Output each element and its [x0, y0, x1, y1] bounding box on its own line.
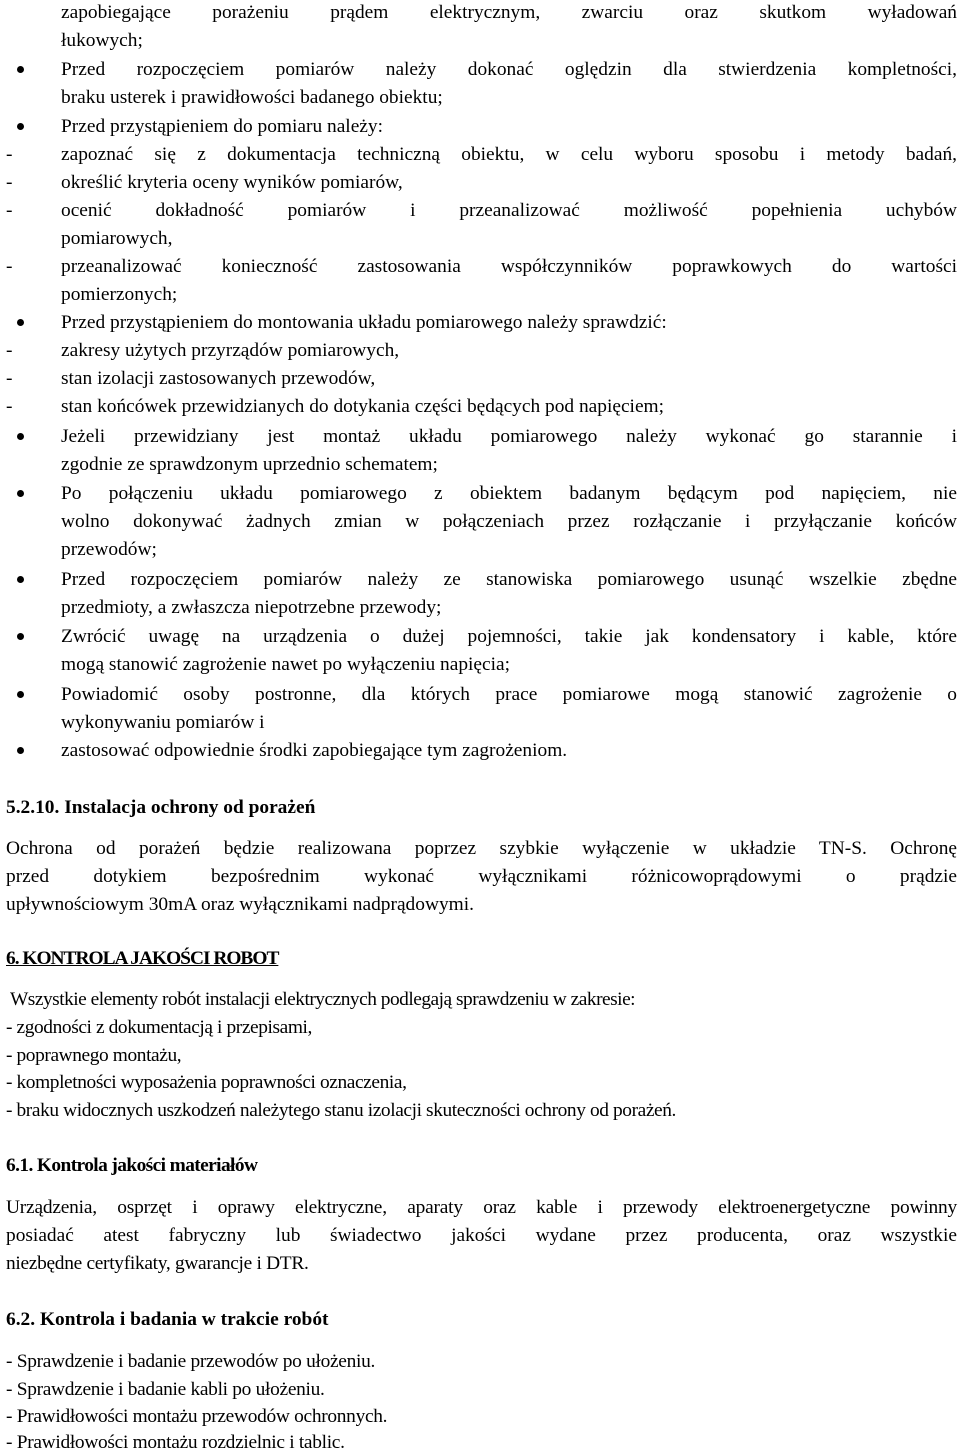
dash-marker: - [6, 396, 13, 417]
bullet-text: Powiadomić osoby postronne, dla których prace pomiarowe mogą stanowić zagrożenie o [61, 684, 957, 705]
list-item: przeanalizować konieczność zastosowania współczynników poprawkowych do wartości [61, 256, 957, 277]
list-item: stan izolacji zastosowanych przewodów, [61, 368, 376, 389]
bullet-icon [17, 576, 24, 583]
dash-marker: - [6, 172, 13, 193]
bullet-icon [17, 747, 24, 754]
bullet-icon [17, 123, 24, 130]
list-item: zakresy użytych przyrządów pomiarowych, [61, 340, 400, 361]
list-item: określić kryteria oceny wyników pomiarów, [61, 172, 403, 193]
dash-marker: - [6, 200, 13, 221]
bullet-text: przewodów; [61, 539, 157, 560]
bullet-text: wolno dokonywać żadnych zmian w połączeniach przez rozłączanie i przyłączanie końców [61, 511, 957, 532]
list-item: - braku widocznych uszkodzeń należytego stanu izolacji skuteczności ochrony od porażeń. [6, 1100, 677, 1121]
dash-marker: - [6, 256, 13, 277]
bullet-text: przedmioty, a zwłaszcza niepotrzebne przewody; [61, 597, 442, 618]
bullet-text: braku usterek i prawidłowości badanego obiektu; [61, 87, 443, 108]
bullet-text: zastosować odpowiednie środki zapobiegające tym zagrożeniom. [61, 740, 568, 761]
paragraph-line: Ochrona od porażeń będzie realizowana poprzez szybkie wyłączenie w układzie TN-S. Ochronę [6, 838, 957, 859]
paragraph-line: posiadać atest fabryczny lub świadectwo jakości wydane przez producenta, oraz wszystkie [6, 1225, 957, 1246]
bullet-text: Jeżeli przewidziany jest montaż układu pomiarowego należy wykonać go starannie i [61, 426, 957, 447]
paragraph-line: łukowych; [61, 30, 143, 51]
list-item: zapoznać się z dokumentacja techniczną obiektu, w celu wyboru sposobu i metody badań, [61, 144, 957, 165]
section-title: Kontrola i badania w trakcie robót [39, 1309, 329, 1330]
bullet-text: wykonywaniu pomiarów i [61, 712, 265, 733]
bullet-icon [17, 66, 24, 73]
section-number: 5.2.10. [6, 797, 60, 818]
bullet-text: Po połączeniu układu pomiarowego z obiektem badanym będącym pod napięciem, nie [61, 483, 957, 504]
list-item: - poprawnego montażu, [6, 1045, 182, 1066]
bullet-icon [17, 633, 24, 640]
paragraph-line: niezbędne certyfikaty, gwarancje i DTR. [6, 1253, 309, 1274]
paragraph-line: zapobiegające porażeniu prądem elektrycznym, zwarciu oraz skutkom wyładowań [61, 2, 957, 23]
bullet-icon [17, 433, 24, 440]
section-number: 6.2. [6, 1309, 36, 1330]
dash-marker: - [6, 368, 13, 389]
list-item: pomierzonych; [61, 284, 178, 305]
bullet-text: Przed przystąpieniem do pomiaru należy: [61, 116, 383, 137]
dash-marker: - [6, 144, 13, 165]
list-item: pomiarowych, [61, 228, 173, 249]
bullet-text: Przed rozpoczęciem pomiarów należy ze stanowiska pomiarowego usunąć wszelkie zbędne [61, 569, 957, 590]
bullet-text: zgodnie ze sprawdzonym uprzednio schematem; [61, 454, 438, 475]
list-item: - Prawidłowości montażu rozdzielnic i tablic. [6, 1432, 345, 1453]
section-heading [6, 797, 315, 819]
bullet-text: mogą stanowić zagrożenie nawet po wyłączeniu napięcia; [61, 654, 511, 675]
bullet-text: Przed rozpoczęciem pomiarów należy dokonać oględzin dla stwierdzenia kompletności, [61, 59, 957, 80]
paragraph-line: przed dotykiem bezpośrednim wykonać wyłącznikami różnicowoprądowymi o prądzie [6, 866, 957, 887]
list-item: - Sprawdzenie i badanie przewodów po ułożeniu. [6, 1351, 376, 1372]
list-item: stan końcówek przewidzianych do dotykania części będących pod napięciem; [61, 396, 665, 417]
list-item: - Sprawdzenie i badanie kabli po ułożeniu. [6, 1379, 325, 1400]
bullet-icon [17, 319, 24, 326]
bullet-icon [17, 691, 24, 698]
chapter-heading: 6. KONTROLA JAKOŚCI ROBOT [6, 948, 279, 969]
list-item: - kompletności wyposażenia poprawności oznaczenia, [6, 1072, 407, 1093]
list-item: ocenić dokładność pomiarów i przeanalizować możliwość popełnienia uchybów [61, 200, 957, 221]
paragraph-line: Urządzenia, osprzęt i oprawy elektryczne, aparaty oraz kable i przewody elektroenergetyczne powinny [6, 1197, 957, 1218]
paragraph-line: Wszystkie elementy robót instalacji elektrycznych podlegają sprawdzeniu w zakresie: [10, 989, 636, 1010]
bullet-icon [17, 490, 24, 497]
list-item: - zgodności z dokumentacją i przepisami, [6, 1017, 312, 1038]
section-heading [6, 1309, 329, 1331]
bullet-text: Zwrócić uwagę na urządzenia o dużej pojemności, takie jak kondensatory i kable, które [61, 626, 957, 647]
list-item: - Prawidłowości montażu przewodów ochronnych. [6, 1406, 388, 1427]
dash-marker: - [6, 340, 13, 361]
section-heading: 6.1. Kontrola jakości materiałów [6, 1155, 258, 1176]
paragraph-line: upływnościowym 30mA oraz wyłącznikami nadprądowymi. [6, 894, 474, 915]
bullet-text: Przed przystąpieniem do montowania układu pomiarowego należy sprawdzić: [61, 312, 667, 333]
section-title: Instalacja ochrony od porażeń [64, 797, 316, 818]
